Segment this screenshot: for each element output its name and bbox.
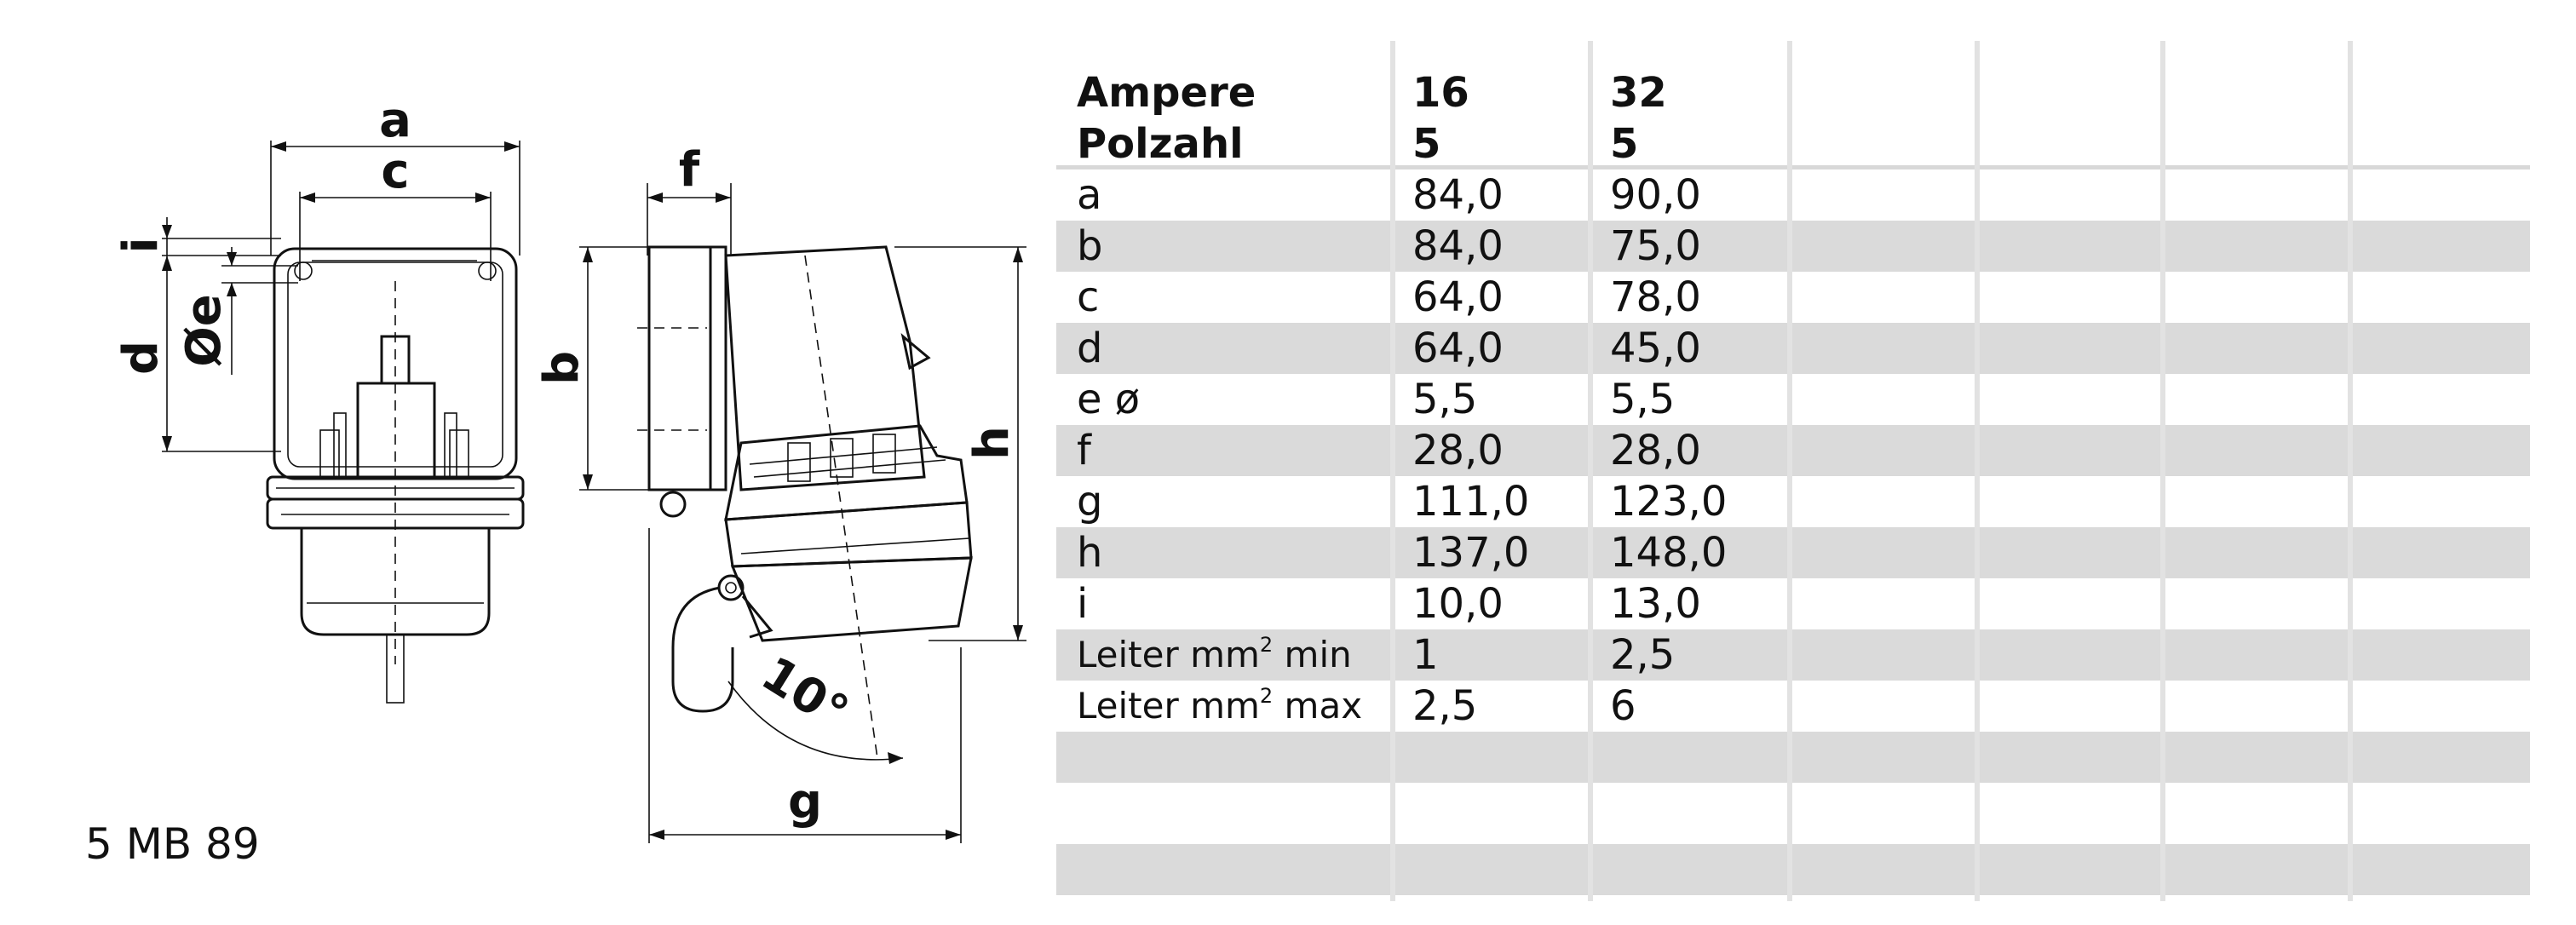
header-polzahl-label: Polzahl bbox=[1077, 120, 1244, 168]
table-stripe bbox=[1056, 732, 2530, 783]
row-label-suffix: max bbox=[1273, 685, 1363, 727]
row-label: f bbox=[1077, 427, 1091, 474]
row-value: 5,5 bbox=[1412, 376, 1478, 423]
row-value: 10,0 bbox=[1412, 580, 1504, 628]
row-label bbox=[1077, 629, 1352, 681]
column-separator bbox=[1390, 41, 1395, 901]
row-value: 28,0 bbox=[1412, 427, 1504, 474]
header-rule bbox=[1056, 165, 2530, 169]
header-ampere-value: 16 bbox=[1412, 69, 1469, 117]
technical-drawing bbox=[0, 0, 1056, 925]
row-value: 5,5 bbox=[1610, 376, 1676, 423]
row-label: i bbox=[1077, 580, 1089, 628]
dim-label-i: i bbox=[113, 237, 169, 254]
dim-label-b: b bbox=[534, 350, 589, 386]
dim-label-d: d bbox=[113, 340, 169, 376]
row-value: 78,0 bbox=[1610, 273, 1701, 321]
row-value: 90,0 bbox=[1610, 171, 1701, 219]
row-value: 2,5 bbox=[1412, 682, 1478, 730]
dim-label-f: f bbox=[678, 142, 700, 198]
column-separator bbox=[1787, 41, 1792, 901]
row-label: g bbox=[1077, 478, 1103, 526]
row-value: 64,0 bbox=[1412, 273, 1504, 321]
row-value: 45,0 bbox=[1610, 325, 1701, 372]
row-value: 28,0 bbox=[1610, 427, 1701, 474]
header-ampere-label: Ampere bbox=[1077, 69, 1256, 117]
dim-label-h: h bbox=[964, 426, 1020, 460]
row-value: 84,0 bbox=[1412, 171, 1504, 219]
dim-label-g: g bbox=[787, 774, 823, 830]
row-label: b bbox=[1077, 222, 1103, 270]
column-separator bbox=[1975, 41, 1980, 901]
dim-label-e: Øe bbox=[176, 294, 232, 367]
header-ampere-value: 32 bbox=[1610, 69, 1667, 117]
row-value: 1 bbox=[1412, 631, 1439, 679]
dim-label-c: c bbox=[381, 144, 410, 199]
row-value: 148,0 bbox=[1610, 529, 1728, 577]
model-code: 5 MB 89 bbox=[85, 819, 260, 869]
row-label-prefix: Leiter mm bbox=[1077, 634, 1260, 675]
row-label: e ø bbox=[1077, 376, 1141, 423]
row-value: 6 bbox=[1610, 682, 1636, 730]
column-separator bbox=[2160, 41, 2165, 901]
row-label-prefix: Leiter mm bbox=[1077, 685, 1260, 727]
table-stripe bbox=[1056, 323, 2530, 374]
header-polzahl-value: 5 bbox=[1412, 120, 1441, 168]
row-label bbox=[1077, 681, 1362, 732]
table-stripe bbox=[1056, 844, 2530, 895]
header-polzahl-value: 5 bbox=[1610, 120, 1639, 168]
dim-label-a: a bbox=[379, 93, 411, 148]
table-stripe bbox=[1056, 221, 2530, 272]
row-label: d bbox=[1077, 325, 1103, 372]
row-value: 111,0 bbox=[1412, 478, 1530, 526]
side-view bbox=[534, 142, 1026, 843]
dim-label-angle: 10° bbox=[751, 646, 858, 741]
spec-table bbox=[1056, 41, 2530, 901]
row-value: 123,0 bbox=[1610, 478, 1728, 526]
row-label: c bbox=[1077, 273, 1100, 321]
row-label-superscript: 2 bbox=[1259, 633, 1274, 657]
row-value: 75,0 bbox=[1610, 222, 1701, 270]
front-view bbox=[113, 93, 523, 703]
column-separator bbox=[1588, 41, 1593, 901]
row-label-suffix: min bbox=[1273, 634, 1352, 675]
row-value: 2,5 bbox=[1610, 631, 1676, 679]
row-value: 137,0 bbox=[1412, 529, 1530, 577]
row-label: h bbox=[1077, 529, 1103, 577]
row-label: a bbox=[1077, 171, 1102, 219]
row-value: 84,0 bbox=[1412, 222, 1504, 270]
table-stripe bbox=[1056, 425, 2530, 476]
row-value: 64,0 bbox=[1412, 325, 1504, 372]
column-separator bbox=[2348, 41, 2353, 901]
table-stripe bbox=[1056, 527, 2530, 578]
row-label-superscript: 2 bbox=[1259, 684, 1274, 708]
row-value: 13,0 bbox=[1610, 580, 1701, 628]
